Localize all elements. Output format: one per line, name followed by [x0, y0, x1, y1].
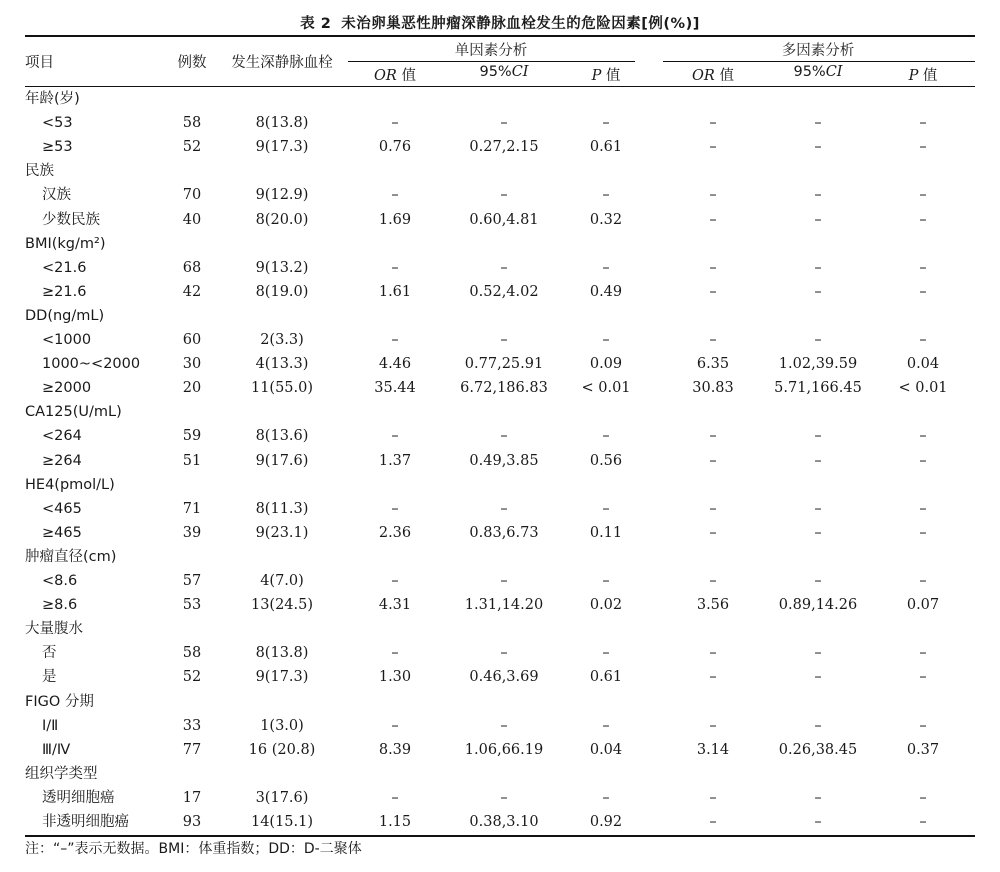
cell-multi-or: 30.83	[692, 380, 734, 397]
cell-uni-or: 8.39	[378, 741, 412, 758]
cell-multi-or: 3.56	[696, 597, 730, 614]
cell-dvt: 8(20.0)	[255, 211, 309, 228]
cell-uni-or: –	[391, 645, 399, 662]
cell-count: 52	[182, 139, 202, 156]
cell-dvt: 13(24.5)	[250, 597, 314, 614]
header-count: 例数	[177, 55, 207, 71]
cell-uni-ci: 0.46,3.69	[469, 669, 539, 686]
cell-uni-or: –	[391, 332, 399, 348]
group-label: BMI(kg/m²)	[25, 235, 106, 252]
row-label: 非透明细胞癌	[42, 814, 129, 830]
table-row	[0, 256, 1000, 280]
cell-dvt: 9(17.3)	[255, 669, 309, 686]
cell-multi-p: –	[919, 187, 927, 204]
cell-uni-ci: 6.72,186.83	[460, 380, 548, 397]
cell-dvt: 9(17.6)	[255, 452, 309, 469]
table-row	[0, 665, 1000, 689]
cell-multi-p: –	[919, 524, 927, 541]
cell-uni-ci: –	[500, 187, 508, 204]
cell-multi-p: –	[919, 789, 927, 806]
row-label: 少数民族	[42, 211, 100, 228]
cell-multi-ci: 1.02,39.59	[778, 356, 858, 373]
cell-multi-ci: –	[814, 139, 822, 156]
cell-count: 60	[182, 332, 202, 348]
cell-multi-or: –	[709, 115, 717, 132]
cell-count: 39	[182, 524, 202, 541]
cell-count: 93	[182, 814, 202, 830]
cell-multi-p: –	[919, 717, 927, 734]
cell-dvt: 2(3.3)	[260, 332, 304, 348]
cell-uni-or: –	[391, 428, 399, 445]
cell-count: 70	[182, 187, 202, 204]
row-label: ≥2000	[42, 380, 92, 397]
cell-multi-or: –	[709, 789, 717, 806]
cell-multi-ci: –	[814, 283, 822, 300]
cell-multi-ci: –	[814, 789, 822, 806]
table-row	[0, 208, 1000, 232]
cell-uni-or: 2.36	[378, 524, 412, 541]
cell-uni-ci: –	[500, 573, 508, 589]
cell-multi-p: –	[919, 259, 927, 276]
cell-multi-or: 6.35	[696, 356, 730, 373]
cell-multi-ci: 0.89,14.26	[778, 597, 858, 614]
table-row	[0, 376, 1000, 400]
cell-uni-ci: –	[500, 789, 508, 806]
cell-uni-ci: 0.77,25.91	[464, 356, 544, 373]
cell-count: 52	[182, 669, 202, 686]
cell-count: 30	[182, 356, 202, 373]
cell-multi-ci: –	[814, 187, 822, 204]
group-label: 组织学类型	[25, 765, 98, 782]
cell-multi-p: –	[919, 139, 927, 156]
cell-multi-p: –	[919, 332, 927, 348]
header-dvt: 发生深静脉血栓	[231, 55, 333, 71]
cell-dvt: 4(13.3)	[255, 356, 309, 373]
cell-multi-ci: 0.26,38.45	[778, 741, 858, 758]
cell-multi-p: –	[919, 669, 927, 686]
cell-dvt: 9(12.9)	[255, 187, 309, 204]
header-multivariate: 多因素分析	[781, 43, 855, 59]
cell-uni-or: 4.46	[378, 356, 412, 373]
cell-multi-or: –	[709, 645, 717, 662]
cell-dvt: 11(55.0)	[250, 380, 314, 397]
table-group-row	[0, 232, 1000, 256]
cell-uni-ci: –	[500, 717, 508, 734]
cell-dvt: 9(23.1)	[255, 524, 309, 541]
cell-multi-ci: –	[814, 500, 822, 517]
cell-multi-p: –	[919, 645, 927, 662]
cell-uni-ci: 1.06,66.19	[464, 741, 544, 758]
cell-uni-p: –	[602, 332, 610, 348]
row-label: 透明细胞癌	[42, 789, 115, 806]
cell-uni-p: 0.56	[589, 452, 623, 469]
cell-dvt: 16 (20.8)	[248, 741, 316, 758]
table-row	[0, 135, 1000, 159]
cell-multi-or: –	[709, 332, 717, 348]
cell-uni-p: 0.49	[589, 283, 623, 300]
table-group-row	[0, 762, 1000, 786]
cell-uni-ci: 1.31,14.20	[464, 597, 544, 614]
cell-uni-p: 0.61	[589, 669, 623, 686]
row-label: 汉族	[42, 187, 71, 204]
cell-count: 20	[182, 380, 202, 397]
row-label: <53	[42, 115, 73, 132]
cell-dvt: 1(3.0)	[260, 717, 304, 734]
cell-uni-ci: 0.49,3.85	[469, 452, 539, 469]
table-group-row	[0, 87, 1000, 111]
table-title: 未治卵巢恶性肿瘤深静脉血栓发生的危险因素[例(%)]	[341, 16, 700, 32]
cell-multi-p: –	[919, 573, 927, 589]
table-row	[0, 569, 1000, 593]
cell-uni-ci: –	[500, 115, 508, 132]
group-label: 年龄(岁)	[25, 91, 80, 107]
cell-multi-or: –	[709, 573, 717, 589]
bottom-rule	[25, 835, 975, 837]
cell-uni-ci: 0.27,2.15	[469, 139, 539, 156]
cell-uni-ci: 0.38,3.10	[469, 814, 539, 830]
table-row	[0, 521, 1000, 545]
row-label: <1000	[42, 332, 92, 348]
cell-multi-ci: 5.71,166.45	[774, 380, 862, 397]
cell-multi-p: –	[919, 452, 927, 469]
group-label: 大量腹水	[25, 621, 83, 638]
table-row	[0, 786, 1000, 810]
cell-uni-p: –	[602, 187, 610, 204]
cell-multi-or: 3.14	[696, 741, 730, 758]
cell-multi-ci: –	[814, 814, 822, 830]
cell-count: 58	[182, 645, 202, 662]
cell-count: 71	[182, 500, 202, 517]
cell-multi-p: –	[919, 500, 927, 517]
cell-uni-or: 4.31	[378, 597, 412, 614]
cell-count: 57	[182, 573, 202, 589]
cell-uni-p: 0.02	[589, 597, 623, 614]
table-row	[0, 328, 1000, 352]
cell-uni-or: 1.69	[378, 211, 412, 228]
cell-count: 77	[182, 741, 202, 758]
table-group-row	[0, 304, 1000, 328]
row-label: ≥465	[42, 524, 82, 541]
cell-multi-ci: –	[814, 452, 822, 469]
cell-uni-or: –	[391, 573, 399, 589]
cell-uni-ci: –	[500, 645, 508, 662]
cell-dvt: 8(13.8)	[255, 115, 309, 132]
cell-multi-ci: –	[814, 717, 822, 734]
cell-multi-or: –	[709, 187, 717, 204]
row-label: ≥21.6	[42, 283, 87, 300]
cell-multi-ci: –	[814, 115, 822, 132]
cell-uni-or: –	[391, 717, 399, 734]
table-note: 注：“–”表示无数据。BMI：体重指数；DD：D-二聚体	[25, 841, 362, 857]
row-label: ≥53	[42, 139, 73, 156]
cell-multi-ci: –	[814, 669, 822, 686]
row-label: 1000~<2000	[42, 356, 141, 373]
cell-multi-or: –	[709, 211, 717, 228]
cell-uni-or: –	[391, 789, 399, 806]
table-row	[0, 449, 1000, 473]
cell-uni-p: 0.09	[589, 356, 623, 373]
cell-dvt: 3(17.6)	[255, 789, 309, 806]
table-group-row	[0, 617, 1000, 641]
cell-dvt: 9(17.3)	[255, 139, 309, 156]
cell-multi-or: –	[709, 524, 717, 541]
cell-uni-p: 0.11	[589, 524, 623, 541]
row-label: <8.6	[42, 573, 78, 589]
row-label: Ⅰ/Ⅱ	[42, 717, 59, 734]
cell-uni-or: –	[391, 259, 399, 276]
group-label: 肿瘤直径(cm)	[25, 548, 117, 565]
cell-count: 51	[182, 452, 202, 469]
group-label: FIGO 分期	[25, 693, 94, 710]
cell-multi-or: –	[709, 139, 717, 156]
cell-multi-p: < 0.01	[898, 380, 948, 397]
cell-uni-ci: –	[500, 259, 508, 276]
cell-uni-ci: 0.83,6.73	[469, 524, 539, 541]
table-row	[0, 111, 1000, 135]
cell-multi-p: –	[919, 115, 927, 132]
cell-multi-or: –	[709, 283, 717, 300]
row-label: ≥8.6	[42, 597, 78, 614]
group-label: HE4(pmol/L)	[25, 476, 115, 493]
cell-uni-p: –	[602, 573, 610, 589]
cell-multi-p: –	[919, 211, 927, 228]
row-label: <264	[42, 428, 82, 445]
header-uni-or: OR 值	[374, 68, 416, 84]
cell-count: 59	[182, 428, 202, 445]
group-label: CA125(U/mL)	[25, 404, 122, 421]
cell-multi-or: –	[709, 500, 717, 517]
cell-uni-or: 0.76	[378, 139, 412, 156]
cell-uni-p: –	[602, 789, 610, 806]
cell-uni-p: –	[602, 645, 610, 662]
row-label: <21.6	[42, 259, 87, 276]
cell-multi-ci: –	[814, 524, 822, 541]
cell-multi-ci: –	[814, 259, 822, 276]
header-multi-p: P 值	[908, 68, 938, 84]
cell-multi-p: –	[919, 814, 927, 830]
cell-dvt: 8(13.8)	[255, 645, 309, 662]
cell-count: 68	[182, 259, 202, 276]
cell-uni-or: 1.15	[378, 814, 412, 830]
cell-count: 53	[182, 597, 202, 614]
cell-dvt: 14(15.1)	[250, 814, 314, 830]
cell-count: 33	[182, 717, 202, 734]
cell-uni-p: –	[602, 500, 610, 517]
row-label: Ⅲ/Ⅳ	[42, 741, 71, 758]
cell-uni-p: –	[602, 115, 610, 132]
table-row	[0, 738, 1000, 762]
cell-multi-p: 0.07	[906, 597, 940, 614]
cell-uni-ci: 0.60,4.81	[469, 211, 539, 228]
table-group-row	[0, 690, 1000, 714]
cell-uni-ci: 0.52,4.02	[469, 283, 539, 300]
cell-count: 42	[182, 283, 202, 300]
cell-multi-or: –	[709, 669, 717, 686]
cell-multi-ci: –	[814, 332, 822, 348]
cell-uni-ci: –	[500, 428, 508, 445]
cell-multi-ci: –	[814, 211, 822, 228]
table-row	[0, 497, 1000, 521]
cell-uni-or: –	[391, 115, 399, 132]
header-multi-or: OR 值	[692, 68, 734, 84]
header-uni-p: P 值	[591, 68, 621, 84]
table-row	[0, 810, 1000, 834]
row-label: <465	[42, 500, 82, 517]
table-group-row	[0, 473, 1000, 497]
cell-uni-p: < 0.01	[581, 380, 631, 397]
header-univariate: 单因素分析	[454, 43, 528, 59]
cell-uni-p: 0.61	[589, 139, 623, 156]
table-row	[0, 183, 1000, 207]
table-row	[0, 641, 1000, 665]
cell-uni-or: 1.30	[378, 669, 412, 686]
cell-multi-p: –	[919, 428, 927, 445]
cell-multi-or: –	[709, 814, 717, 830]
cell-multi-ci: –	[814, 645, 822, 662]
cell-uni-or: 1.61	[378, 283, 412, 300]
cell-uni-or: –	[391, 500, 399, 517]
row-label: 否	[42, 645, 57, 662]
header-uni-ci: 95%CI	[479, 64, 529, 80]
cell-multi-p: –	[919, 283, 927, 300]
table-group-row	[0, 159, 1000, 183]
cell-uni-p: 0.92	[589, 814, 623, 830]
cell-count: 58	[182, 115, 202, 132]
cell-uni-p: 0.04	[589, 741, 623, 758]
cell-multi-ci: –	[814, 428, 822, 445]
cell-dvt: 8(13.6)	[255, 428, 309, 445]
cell-uni-or: 1.37	[378, 452, 412, 469]
cell-uni-p: –	[602, 259, 610, 276]
table-number: 表 2	[300, 16, 332, 32]
cell-uni-or: 35.44	[374, 380, 416, 397]
cell-uni-ci: –	[500, 332, 508, 348]
cell-dvt: 9(13.2)	[255, 259, 309, 276]
header-multi-ci: 95%CI	[793, 64, 843, 80]
header-item: 项目	[25, 55, 54, 71]
cell-multi-or: –	[709, 259, 717, 276]
row-label: 是	[42, 669, 57, 686]
cell-dvt: 8(11.3)	[255, 500, 309, 517]
cell-multi-p: 0.37	[906, 741, 940, 758]
table-row	[0, 424, 1000, 448]
table-row	[0, 280, 1000, 304]
cell-count: 17	[182, 789, 202, 806]
cell-uni-p: –	[602, 428, 610, 445]
table-group-row	[0, 545, 1000, 569]
table-row	[0, 593, 1000, 617]
cell-dvt: 8(19.0)	[255, 283, 309, 300]
cell-multi-p: 0.04	[906, 356, 940, 373]
cell-multi-or: –	[709, 452, 717, 469]
cell-dvt: 4(7.0)	[260, 573, 304, 589]
cell-uni-p: 0.32	[589, 211, 623, 228]
group-label: 民族	[25, 163, 54, 180]
cell-multi-or: –	[709, 428, 717, 445]
table-row	[0, 714, 1000, 738]
cell-uni-ci: –	[500, 500, 508, 517]
cell-count: 40	[182, 211, 202, 228]
group-label: DD(ng/mL)	[25, 307, 105, 324]
table-group-row	[0, 400, 1000, 424]
row-label: ≥264	[42, 452, 82, 469]
cell-uni-or: –	[391, 187, 399, 204]
cell-multi-ci: –	[814, 573, 822, 589]
cell-uni-p: –	[602, 717, 610, 734]
cell-multi-or: –	[709, 717, 717, 734]
table-row	[0, 352, 1000, 376]
